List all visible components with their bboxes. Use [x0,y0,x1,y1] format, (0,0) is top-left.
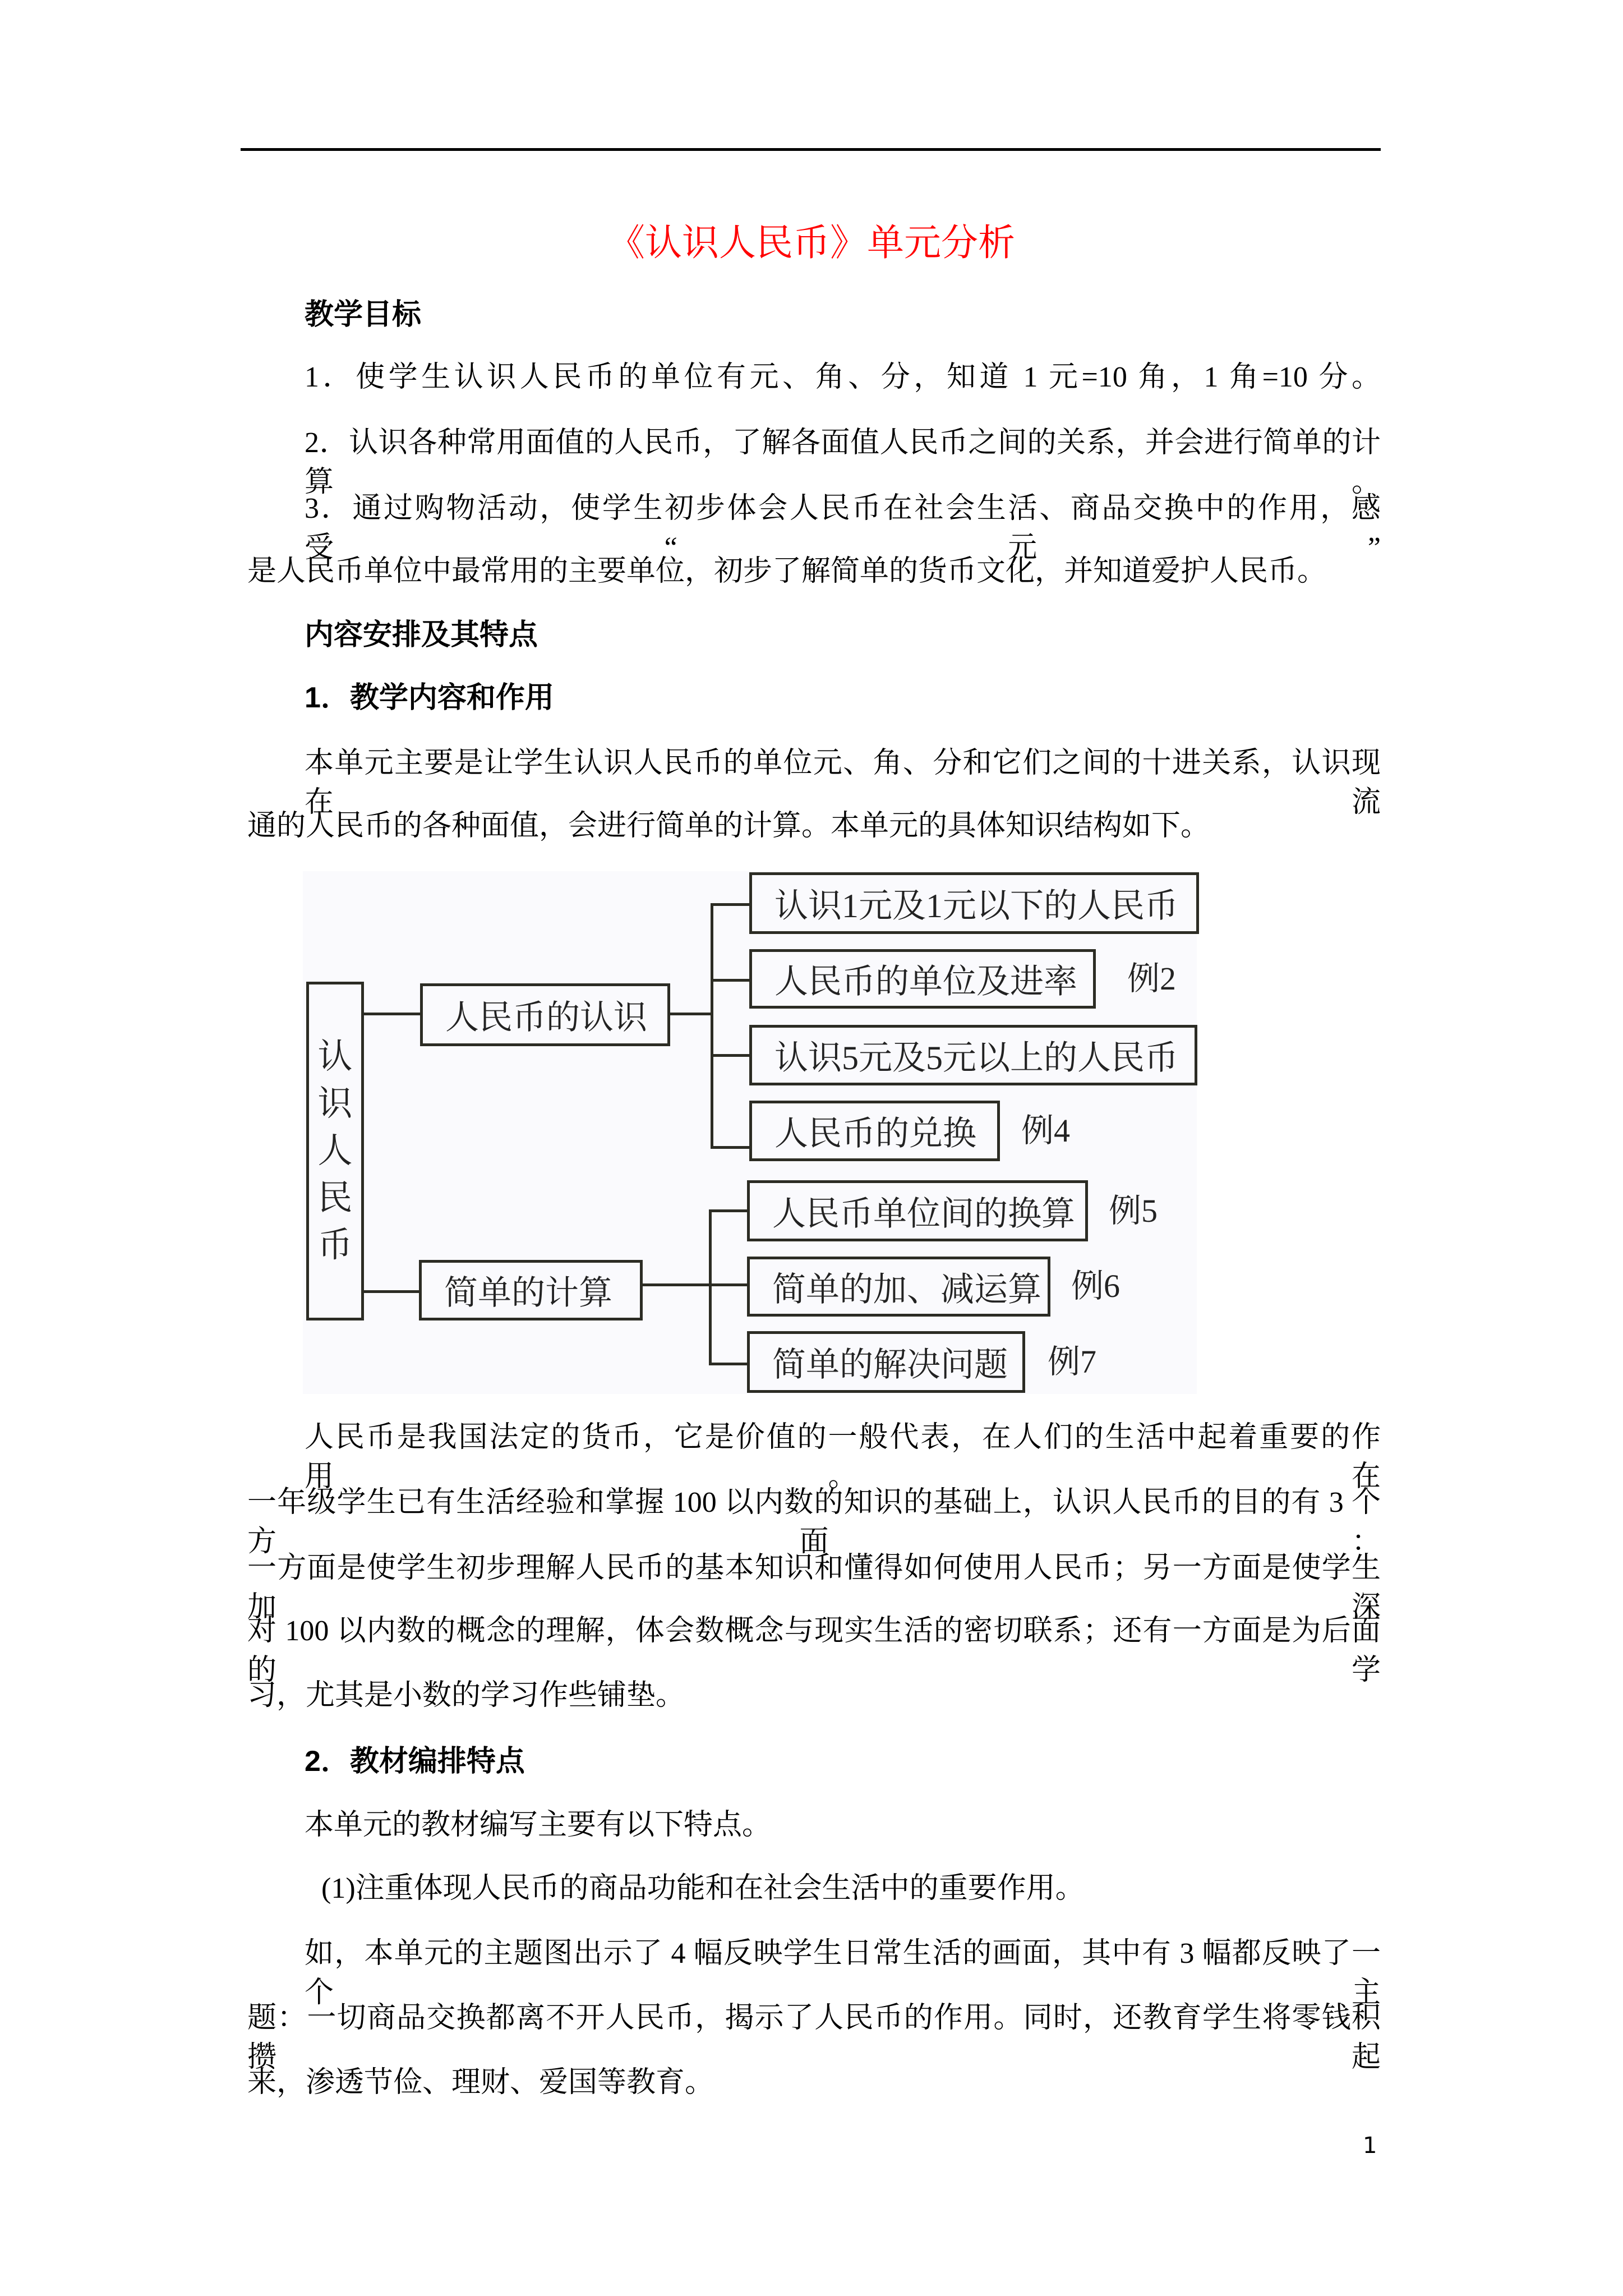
child-label: 人民币的兑换 [774,1115,976,1152]
example-label: 例6 [1071,1268,1121,1304]
connector-child [711,1146,749,1149]
sub2-heading: 2．教材编排特点 [305,1745,525,1778]
sub2-intro: 本单元的教材编写主要有以下特点。 [305,1809,772,1841]
connector-child [711,979,749,982]
root-char: 币 [317,1226,353,1264]
root-char: 人 [317,1132,353,1170]
root-char: 认 [317,1038,353,1076]
example-label: 例5 [1109,1193,1158,1229]
child-box [749,949,1096,1009]
child-label: 简单的加、减运算 [772,1271,1041,1308]
header-rule [241,148,1381,151]
objective-3-cont: 是人民币单位中最常用的主要单位，初步了解简单的货币文化，并知道爱护人民币。 [247,555,1327,587]
sub1-heading: 1．教学内容和作用 [305,682,554,714]
example-label: 例7 [1048,1343,1097,1380]
branch-label: 人民币的认识 [445,999,647,1036]
point1-para-line-3: 来，渗透节俭、理财、爱国等教育。 [247,2067,714,2099]
diagram-root-box [306,982,364,1320]
child-box [749,872,1199,934]
child-label: 认识5元及5元以上的人民币 [774,1039,1178,1076]
para2-line-3: 一方面是使学生初步理解人民币的基本知识和懂得如何使用人民币；另一方面是使学生加深 [247,1552,1381,1623]
child-box [747,1257,1050,1317]
child-label: 人民币单位间的换算 [772,1195,1075,1232]
para2-line-2: 一年级学生已有生活经验和掌握 100 以内数的知识的基础上，认识人民币的目的有 3 个方面： [247,1487,1381,1558]
objective-1: 1．使学生认识人民币的单位有元、角、分，知道 1 元=10 角，1 角=10 分。 [305,361,1381,393]
child-label: 人民币的单位及进率 [774,963,1077,1000]
connector-root-branch1 [364,1013,420,1015]
para2-line-1: 人民币是我国法定的货币，它是价值的一般代表，在人们的生活中起着重要的作用。在 [305,1421,1381,1493]
branch2-trunk-line [709,1209,712,1365]
branch-label: 简单的计算 [444,1274,612,1312]
connector-child [709,1209,749,1212]
connector-child [709,1283,749,1286]
connector-child [711,903,749,906]
connector-child [711,1054,749,1057]
content-heading: 内容安排及其特点 [305,619,538,651]
connector-root-branch2 [364,1290,419,1293]
child-label: 认识1元及1元以下的人民币 [774,887,1178,924]
point1-para-line-2: 题：一切商品交换都离不开人民币，揭示了人民币的作用。同时，还教育学生将零钱积攒起 [247,2002,1381,2073]
page-number: 1 [1363,2133,1377,2159]
branch-box-calculation [419,1260,643,1320]
child-box [747,1331,1025,1393]
root-char: 识 [317,1085,353,1123]
objective-3: 3．通过购物活动，使学生初步体会人民币在社会生活、商品交换中的作用，感受“元” [305,493,1381,564]
page-title: 《认识人民币》单元分析 [608,222,1015,263]
objective-2: 2．认识各种常用面值的人民币，了解各面值人民币之间的关系，并会进行简单的计算。 [305,427,1381,498]
sub1-para-line-2: 通的人民币的各种面值，会进行简单的计算。本单元的具体知识结构如下。 [247,810,1210,842]
objectives-heading: 教学目标 [305,298,422,331]
branch-box-recognition [420,983,670,1046]
para2-line-4: 对 100 以内数的概念的理解，体会数概念与现实生活的密切联系；还有一方面是为后面的学 [247,1615,1381,1686]
point1-para-line-1: 如，本单元的主题图出示了 4 幅反映学生日常生活的画面，其中有 3 幅都反映了一个主 [305,1938,1381,2009]
example-label: 例2 [1127,960,1177,997]
connector-child [709,1363,749,1365]
child-box [749,1025,1197,1085]
child-box [747,1180,1088,1241]
point-1: (1)注重体现人民币的商品功能和在社会生活中的重要作用。 [321,1872,1085,1904]
para2-line-5: 习，尤其是小数的学习作些铺垫。 [247,1680,685,1711]
sub1-para-line-1: 本单元主要是让学生认识人民币的单位元、角、分和它们之间的十进关系，认识现在流 [305,747,1381,818]
example-label: 例4 [1021,1112,1071,1149]
branch1-trunk-line [711,903,713,1148]
child-box [749,1101,1000,1161]
child-label: 简单的解决问题 [772,1346,1008,1383]
connector-branch1-trunk [670,1013,713,1015]
connector-branch2-trunk [643,1283,716,1286]
root-char: 民 [317,1179,353,1217]
knowledge-structure-diagram [303,871,1197,1394]
